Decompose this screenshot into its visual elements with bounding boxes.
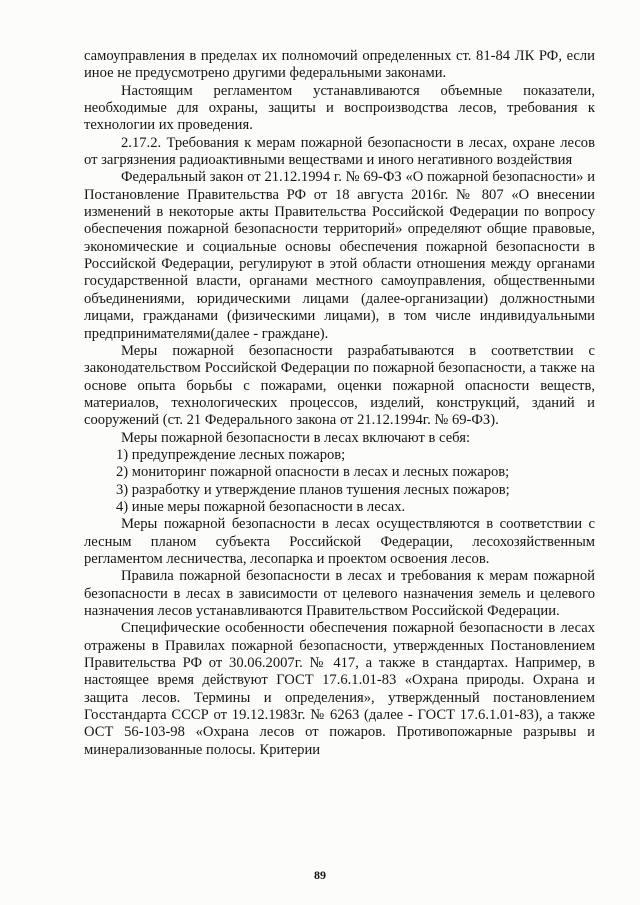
section-heading-2-17-2: 2.17.2. Требования к мерам пожарной безопасности в лесах, охране лесов от загрязнения радиоактивными веществами и иного негативного воздействия <box>84 134 595 169</box>
list-item: 3) разработку и утверждение планов тушения лесных пожаров; <box>116 481 510 498</box>
paragraph-measures-development: Меры пожарной безопасности разрабатываются в соответствии с законодательством Российской Федерации по пожарной безопасности, а также на основе опыта борьбы с пожарами, оценки пожарной опасности веществ, материалов, технологических процессов, изделий, конструкций, зданий и сооружений (ст. 21 Федерального закона от 21.12.1994г. № 69-ФЗ). <box>84 342 595 429</box>
list-item: 1) предупреждение лесных пожаров; <box>116 446 346 463</box>
paragraph-regulation-indicators: Настоящим регламентом устанавливаются объемные показатели, необходимые для охраны, защиты и воспроизводства лесов, требования к технологии их проведения. <box>84 82 595 134</box>
list-item: 4) иные меры пожарной безопасности в лесах. <box>116 498 406 515</box>
paragraph-measures-implementation: Меры пожарной безопасности в лесах осуществляются в соответствии с лесным планом субъекта Российской Федерации, лесохозяйственным регламентом лесничества, лесопарка и проектом освоения лесов. <box>84 516 595 567</box>
body-text <box>84 48 595 759</box>
paragraph-federal-law: Федеральный закон от 21.12.1994 г. № 69-ФЗ «О пожарной безопасности» и Постановление Правительства РФ от 18 августа 2016г. № 807 «О внесении изменений в некоторые акты Правительства Российской Федерации по вопросу обеспечения пожарной безопасности территорий» определяют общие правовые, экономические и социальные основы обеспечения пожарной безопасности в Российской Федерации, регулируют в этой области отношения между органами государственной власти, органами местного самоуправления, общественными объединениями, юридическими лицами (далее-организации) должностными лицами, гражданами (физическими лицами), в том числе индивидуальными предпринимателями(далее - граждане). <box>84 169 595 342</box>
paragraph-specific-features: Специфические особенности обеспечения пожарной безопасности в лесах отражены в Правилах пожарной безопасности, утвержденных Постановлением Правительства РФ от 30.06.2007г. № 417, а также в стандартах. Например, в настоящее время действуют ГОСТ 17.6.1.01-83 «Охрана природы. Охрана и защита лесов. Термины и определения», утвержденный постановлением Госстандарта СССР от 19.12.1983г. № 6263 (далее - ГОСТ 17.6.1.01-83), а также ОСТ 56-103-98 «Охрана лесов от пожаров. Противопожарные разрывы и минерализованные полосы. Критерии <box>84 620 595 758</box>
page-number: 89 <box>314 868 326 882</box>
paragraph-continuation: самоуправления в пределах их полномочий определенных ст. 81-84 ЛК РФ, если иное не предусмотрено другими федеральными законами. <box>84 48 595 82</box>
paragraph-measures-include: Меры пожарной безопасности в лесах включают в себя: <box>121 429 470 446</box>
list-item: 2) мониторинг пожарной опасности в лесах и лесных пожаров; <box>116 464 510 481</box>
paragraph-fire-rules: Правила пожарной безопасности в лесах и требования к мерам пожарной безопасности в лесах в зависимости от целевого назначения земель и целевого назначения лесов устанавливаются Правительством Российской Федерации. <box>84 568 595 619</box>
